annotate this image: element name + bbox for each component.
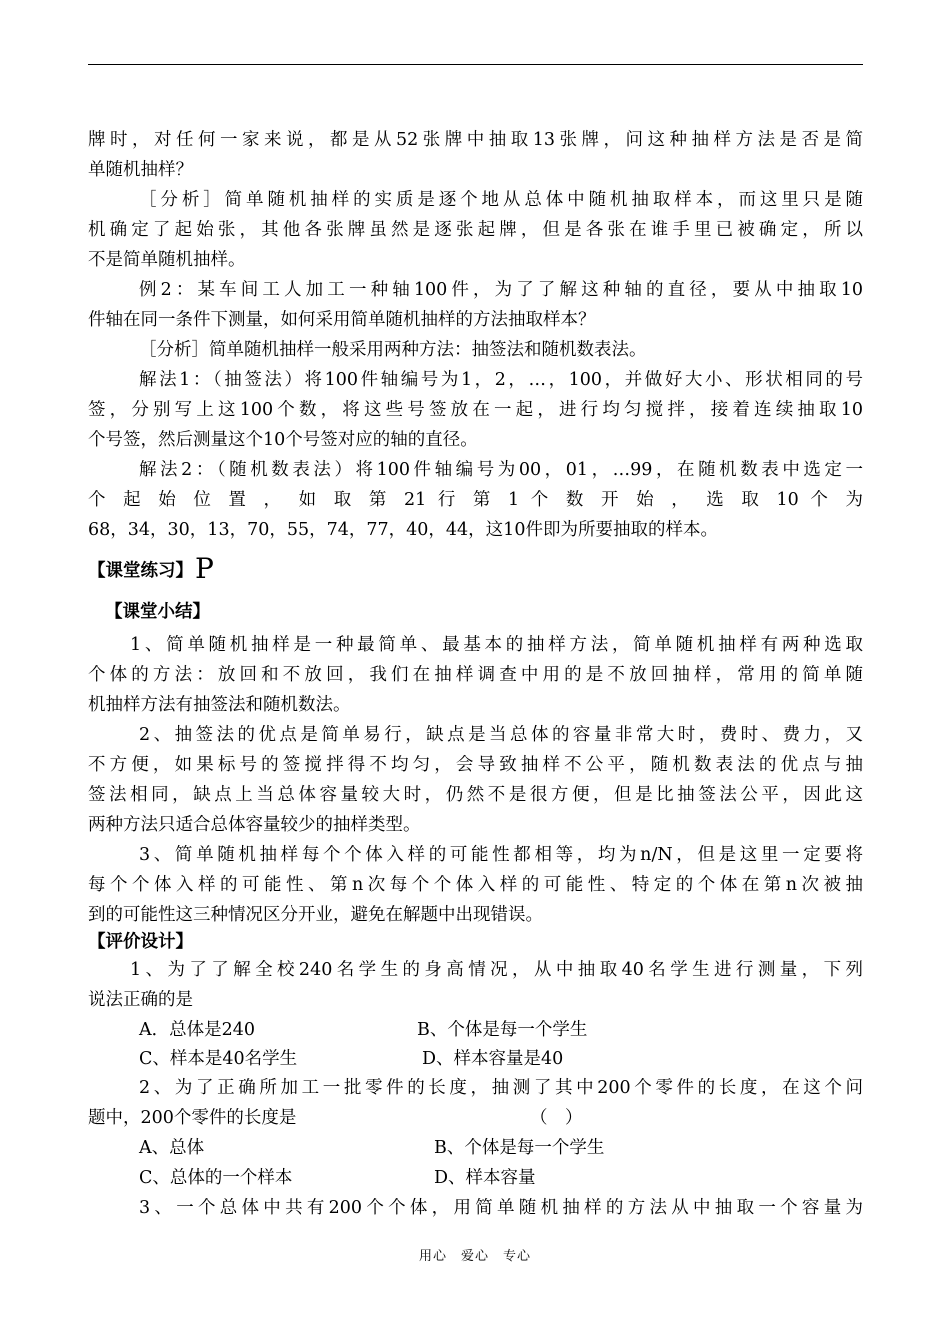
text-line: 3、一个总体中共有200个个体，用简单随机抽样的方法从中抽取一个容量为 xyxy=(139,1198,863,1218)
text-line: 个号签，然后测量这个10个号签对应的轴的直径。 xyxy=(88,430,478,450)
text-line: 解法2：（随机数表法）将100件轴编号为00，01，…99，在随机数表中选定一 xyxy=(139,460,863,480)
text-line: 签，分别写上这100个数，将这些号签放在一起，进行均匀搅拌，接着连续抽取10 xyxy=(88,400,863,420)
text-line: 牌时，对任何一家来说，都是从52张牌中抽取13张牌，问这种抽样方法是否是简 xyxy=(88,130,863,150)
text-line: 1、为了了解全校240名学生的身高情况，从中抽取40名学生进行测量，下列 xyxy=(130,960,863,980)
text-line: 解法1：（抽签法）将100件轴编号为1，2，…，100，并做好大小、形状相同的号 xyxy=(139,370,863,390)
text-line: 不是简单随机抽样。 xyxy=(88,250,246,270)
text-line: 2、抽签法的优点是简单易行，缺点是当总体的容量非常大时，费时、费力，又 xyxy=(139,725,863,745)
text-line: 2、为了正确所加工一批零件的长度，抽测了其中200个零件的长度，在这个问 xyxy=(139,1078,863,1098)
text-line: 件轴在同一条件下测量，如何采用简单随机抽样的方法抽取样本？ xyxy=(88,310,596,330)
text-line: 到的可能性这三种情况区分开业，避免在解题中出现错误。 xyxy=(88,905,543,925)
option-q2-c: C、总体的一个样本 xyxy=(139,1168,293,1188)
text-line: 例2：某车间工人加工一种轴100件，为了了解这种轴的直径，要从中抽取10 xyxy=(139,280,863,300)
option-q2-b: B、个体是每一个学生 xyxy=(434,1138,605,1158)
text-line: 机确定了起始张，其他各张牌虽然是逐张起牌，但是各张在谁手里已被确定，所以 xyxy=(88,220,863,240)
text-line: 68，34，30，13，70，55，74，77，40，44，这10件即为所要抽取的样本。 xyxy=(88,520,718,540)
text-line: 1、简单随机抽样是一种最简单、最基本的抽样方法，简单随机抽样有两种选取 xyxy=(130,635,863,655)
heading-practice-p: P xyxy=(195,552,214,585)
option-q2-d: D、样本容量 xyxy=(434,1168,536,1188)
option-q1-c: C、样本是40名学生 xyxy=(139,1049,298,1069)
option-q1-a: A．总体是240 xyxy=(139,1020,256,1040)
text-line: ［分析］简单随机抽样一般采用两种方法：抽签法和随机数表法。 xyxy=(139,340,647,360)
header-rule xyxy=(88,64,863,65)
answer-blank: （ ） xyxy=(530,1108,583,1128)
section-heading-summary: 【课堂小结】 xyxy=(105,602,210,622)
text-line: 说法正确的是 xyxy=(88,990,193,1010)
text-line: 单随机抽样？ xyxy=(88,160,193,180)
text-line: 不方便，如果标号的签搅拌得不均匀，会导致抽样不公平，随机数表法的优点与抽 xyxy=(88,755,863,775)
text-line: 机抽样方法有抽签法和随机数法。 xyxy=(88,695,351,715)
option-q1-d: D、样本容量是40 xyxy=(422,1049,564,1069)
text-line: 签法相同，缺点上当总体容量较大时，仍然不是很方便，但是比抽签法公平，因此这 xyxy=(88,785,863,805)
heading-practice-label: 【课堂练习】 xyxy=(88,561,193,581)
option-q1-b: B、个体是每一个学生 xyxy=(417,1020,588,1040)
page-footer: 用心 爱心 专心 xyxy=(418,1249,531,1264)
text-line: ［分析］简单随机抽样的实质是逐个地从总体中随机抽取样本，而这里只是随 xyxy=(139,190,863,210)
section-heading-evaluation: 【评价设计】 xyxy=(88,932,193,952)
text-line: 3、简单随机抽样每个个体入样的可能性都相等，均为n/N，但是这里一定要将 xyxy=(139,845,863,865)
option-q2-a: A、总体 xyxy=(139,1138,205,1158)
text-line: 每个个体入样的可能性、第n次每个个体入样的可能性、特定的个体在第n次被抽 xyxy=(88,875,863,895)
text-line: 两种方法只适合总体容量较少的抽样类型。 xyxy=(88,815,421,835)
text-line: 个体的方法：放回和不放回，我们在抽样调查中用的是不放回抽样，常用的简单随 xyxy=(88,665,863,685)
text-line: 个 起 始 位 置 ， 如 取 第 21 行 第 1 个 数 开 始 ， 选 取 10 个 为 xyxy=(88,490,863,510)
section-heading-practice xyxy=(88,552,863,585)
text-line: 题中，200个零件的长度是 xyxy=(88,1108,297,1128)
